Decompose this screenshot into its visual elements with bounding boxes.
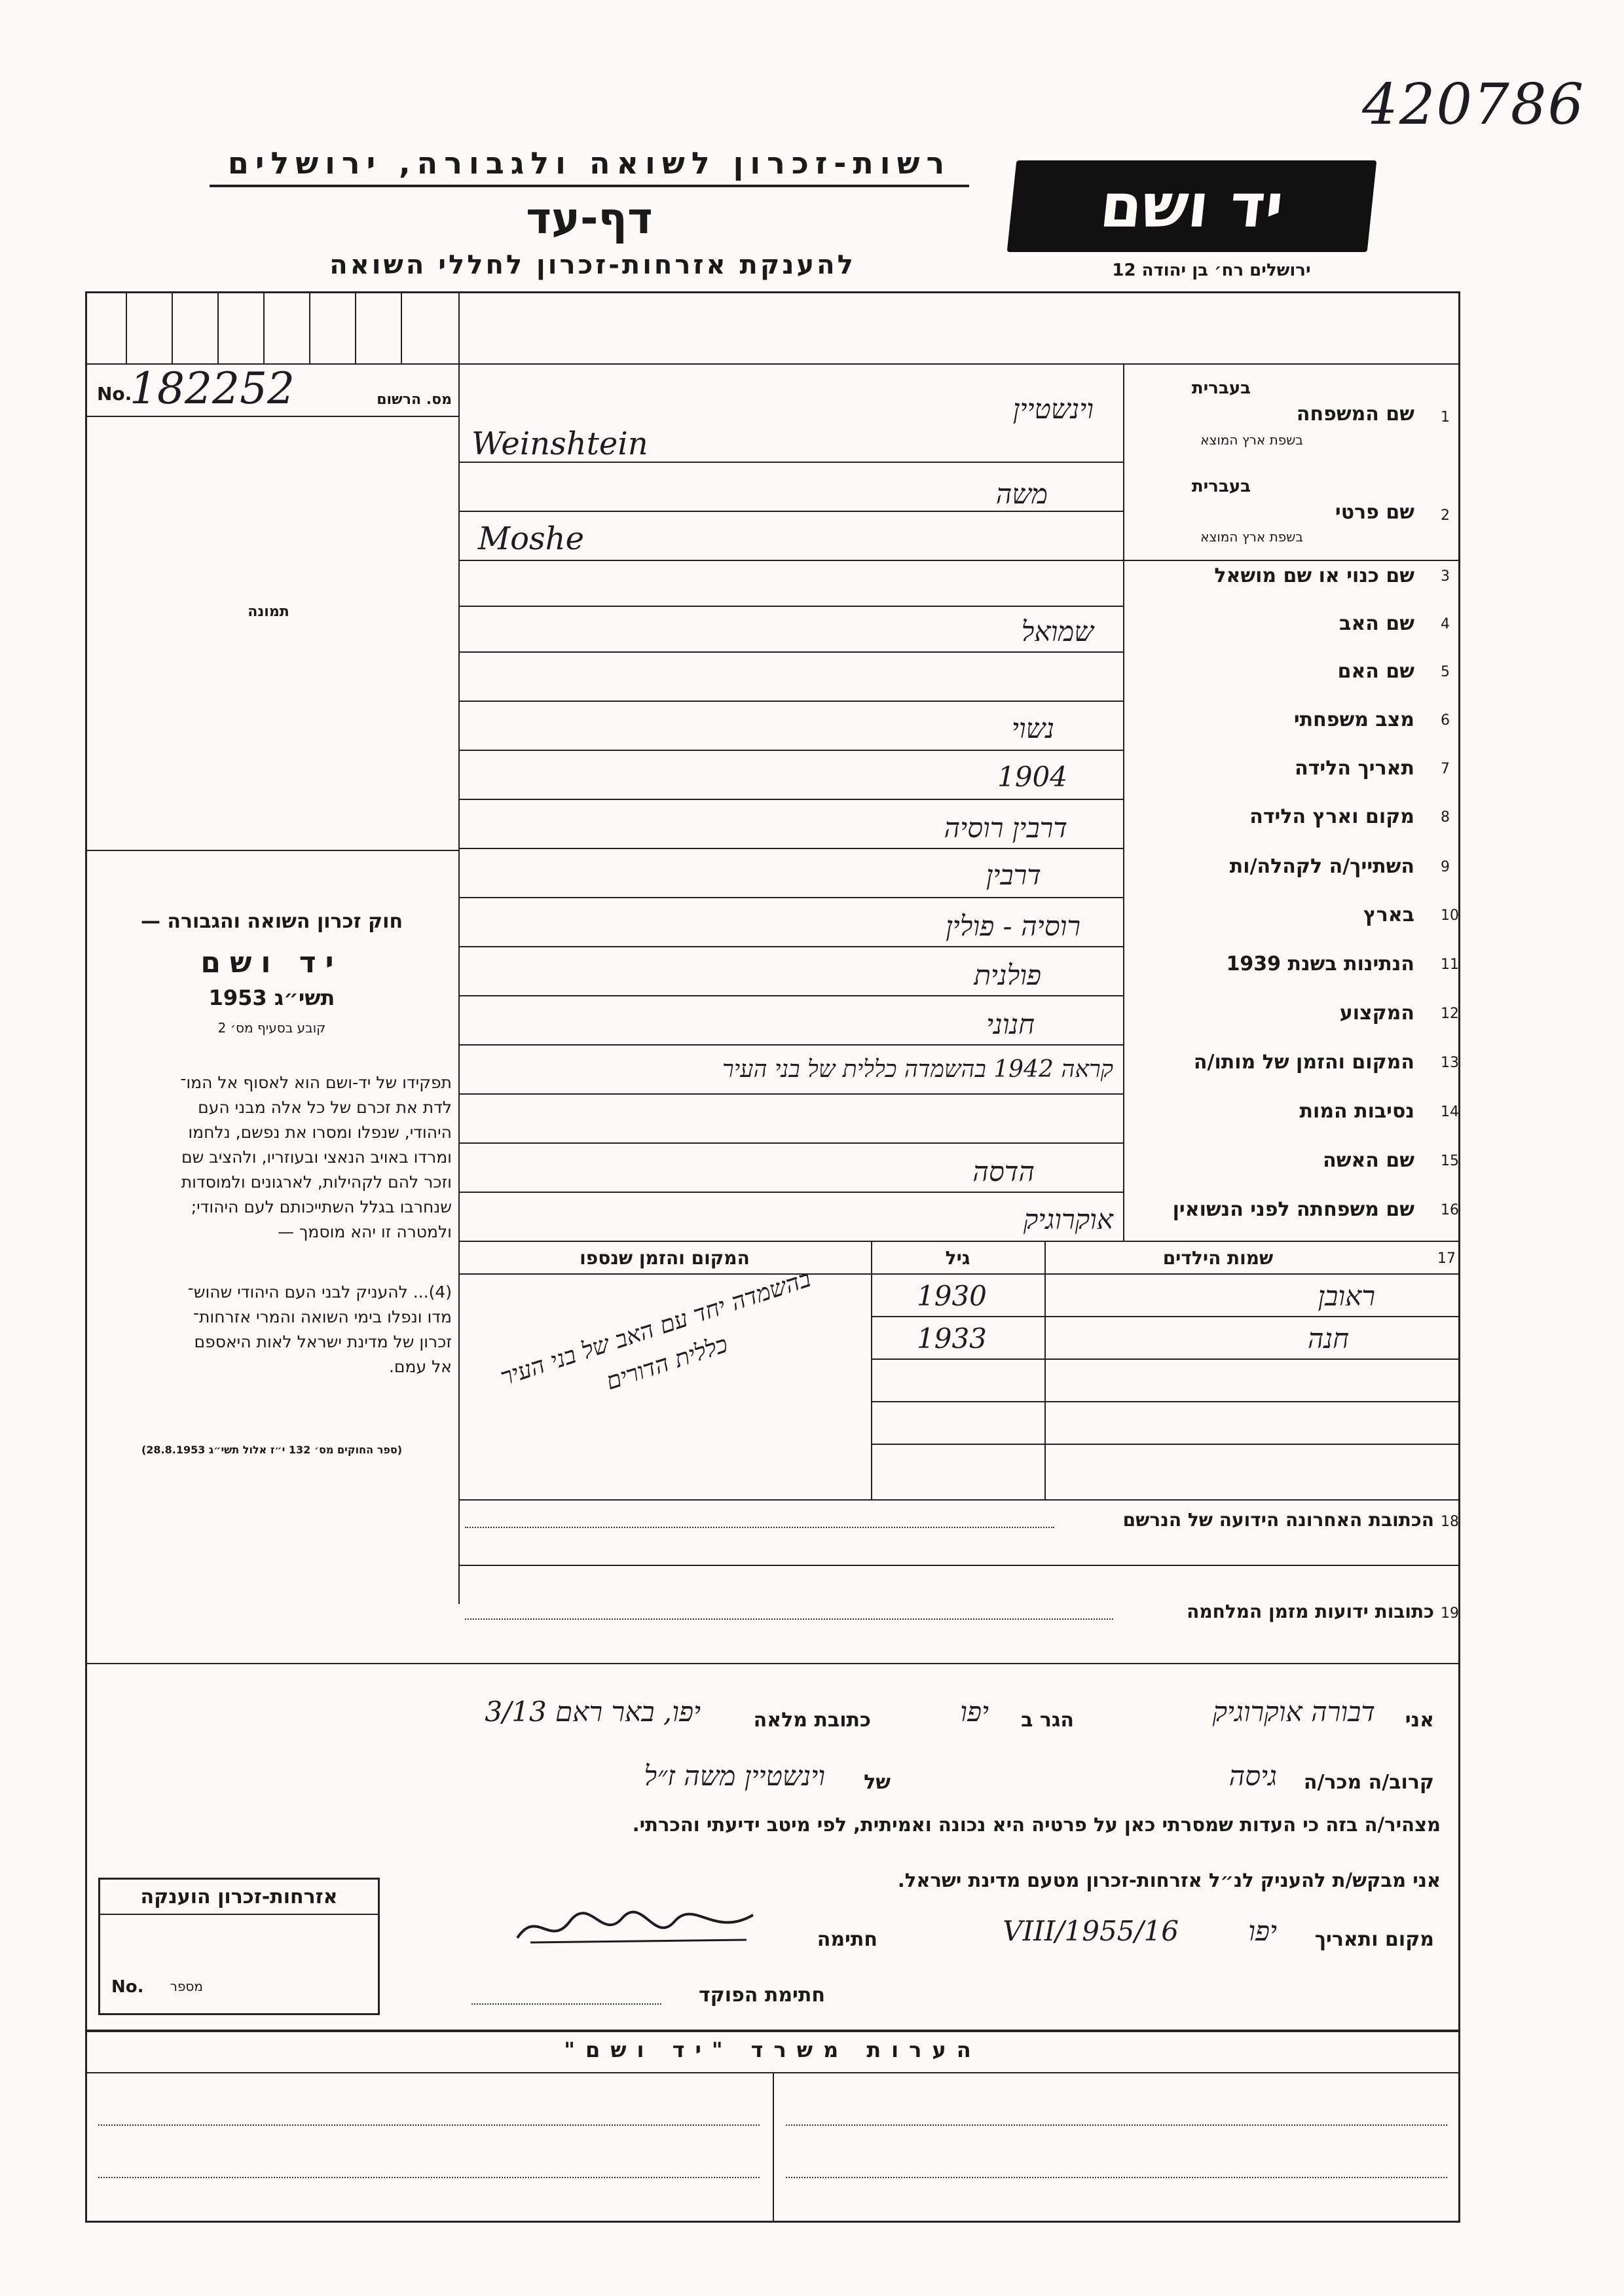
field-birthplace-value: דרבין רוסיה (944, 812, 1067, 844)
children-col-names: שמות הילדים (1162, 1247, 1274, 1269)
place-date-label: מקום ותאריך (1314, 1928, 1434, 1951)
field-profession-label: המקצוע (1339, 1002, 1414, 1025)
law-para1-line: וזכר להם לקהילות, לארגונים ולמוסדות (181, 1173, 452, 1192)
field-number: 4 (1441, 616, 1450, 632)
photo-label: תמונה (248, 604, 289, 620)
field-death-value: קראה 1942 בהשמדה כללית של בני העיר (722, 1056, 1113, 1083)
citizenship-granted-title: אזרחות-זכרון הוענקה (100, 1886, 378, 1915)
field-number: 11 (1441, 957, 1459, 973)
field-number: 5 (1441, 664, 1450, 680)
field-number: 3 (1441, 568, 1450, 585)
field-surname-sub-orig: בשפת ארץ המוצא (1200, 432, 1303, 448)
field-number: 7 (1441, 761, 1450, 777)
law-para2-line: זכרון של מדינת ישראל לאות היאספם (194, 1332, 452, 1351)
remarks-line[interactable] (98, 2124, 760, 2126)
law-para1-line: תפקידו של יד-ושם הוא לאסוף אל המו־ (180, 1073, 452, 1092)
law-para1-line: היהודי, שנפלו ומסרו את נפשם, נלחמו (188, 1123, 452, 1142)
children-col-age: גיל (945, 1247, 970, 1269)
remarks-line[interactable] (786, 2124, 1447, 2126)
header-address: ירושלים רח׳ בן יהודה 12 (1112, 261, 1311, 280)
child-name: ראובן (1318, 1280, 1375, 1312)
officer-signature-line[interactable] (471, 2003, 661, 2005)
field-number: 8 (1441, 809, 1450, 826)
declarant-address-label: כתובת מלאה (753, 1709, 871, 1732)
remarks-title: הערות משרד "יד ושם" (564, 2037, 982, 2062)
children-place-note: בהשמדה יחד עם האב של בני העיר כללית הדורים (497, 1265, 815, 1396)
field-wife-value: הדסה (972, 1156, 1035, 1188)
field-number: 18 (1441, 1514, 1459, 1530)
law-para1-line: ולמטרה זו יהא מוסמך — (278, 1222, 452, 1241)
top-grid-cells (86, 293, 458, 363)
law-para2-line: אל עמם. (388, 1357, 452, 1376)
field-birthdate-label: תאריך הלידה (1295, 757, 1414, 780)
declarant-statement: מצהיר/ה בזה כי העדות שמסרתי כאן על פרטיה היא נכונה ואמיתית, לפי מיטב ידיעתי והכרתי. (632, 1813, 1441, 1836)
law-name: יד ושם (200, 946, 343, 979)
law-section: קובע בסעיף מס׳ 2 (217, 1020, 326, 1036)
declaration-date: 16/VIII/1955 (1003, 1915, 1179, 1947)
declarant-prefix: אני (1405, 1709, 1434, 1732)
law-title: חוק זכרון השואה והגבורה — (140, 910, 403, 933)
field-profession-value: חנוני (986, 1008, 1035, 1040)
logo-text: יד ושם (1097, 171, 1287, 241)
child-age: 1933 (917, 1322, 987, 1355)
law-para2-line: (4)... להעניק לבני העם היהודי שהוש־ (187, 1283, 452, 1302)
declarant-name: דבורה אוקרוגיק (1212, 1696, 1375, 1728)
field-number: 6 (1441, 712, 1450, 729)
child-age: 1930 (917, 1280, 987, 1312)
declarant-relation: גיסה (1228, 1760, 1277, 1792)
officer-signature-label: חתימת הפוקד (699, 1984, 825, 2007)
registration-number: 182252 (130, 363, 295, 414)
field-birthplace-label: מקום וארץ הלידה (1249, 805, 1414, 828)
child-name: חנה (1307, 1322, 1349, 1355)
field-mother-label: שם האם (1337, 660, 1414, 683)
registration-label: מס. הרשום (377, 392, 452, 408)
declarant-request: אני מבקש/ת להעניק לנ״ל אזרחות-זכרון מטעם מדינת ישראל. (897, 1869, 1441, 1891)
header-subtitle: להענקת אזרחות-זכרון לחללי השואה (329, 250, 856, 280)
citizenship-no-label: No. (111, 1977, 144, 1997)
law-para1-line: לדת את זכרם של כל אלה מבני העם (198, 1098, 452, 1117)
law-para1-line: ומרדו באויב הנאצי ובעוזריו, ולהציב שם (181, 1148, 452, 1167)
field-community-label: השתייך/ה לקהלה/ות (1229, 855, 1414, 878)
declarant-signature (511, 1902, 760, 1954)
declarant-address: יפו, באר ראם 3/13 (485, 1696, 701, 1728)
field-death-label: המקום והזמן של מותו/ה (1193, 1051, 1414, 1074)
field-marital-value: נשוי (1011, 712, 1054, 744)
field-surname-he-value: וינשטיין (1012, 393, 1094, 425)
field-surname-label: שם המשפחה (1296, 403, 1414, 426)
field19-line[interactable] (465, 1618, 1113, 1620)
field-marital-label: מצב משפחתי (1293, 708, 1414, 731)
registration-no-label: No. (97, 383, 132, 405)
field-firstname-sub-he: בעברית (1191, 477, 1251, 496)
children-col-place: המקום והזמן שנספו (580, 1247, 750, 1269)
law-source: (ספר החוקים מס׳ 132 י״ז אלול תשי״ג 28.8.1953) (141, 1444, 403, 1456)
page-title: דף-עד (526, 193, 653, 244)
field-number: 9 (1441, 859, 1450, 875)
field-surname-sub-he: בעברית (1191, 378, 1251, 398)
remarks-line[interactable] (786, 2177, 1447, 2178)
field-number: 10 (1441, 907, 1459, 924)
field-birthdate-value: 1904 (997, 761, 1067, 793)
field-father-value: שמואל (1021, 615, 1094, 647)
yad-vashem-logo (1007, 160, 1377, 252)
field-firstname-sub-orig: בשפת ארץ המוצא (1200, 529, 1303, 545)
declarant-city: יפו (960, 1696, 989, 1728)
field19-label: כתובות ידועות מזמן המלחמה (1187, 1601, 1434, 1622)
field-citizenship-label: הנתינות בשנת 1939 (1226, 953, 1414, 975)
law-para2-line: מדו ונפלו בימי השואה והמרי אזרחות־ (193, 1307, 452, 1326)
field-community-value: דרבין (986, 859, 1041, 891)
law-para1-line: שנחרבו בגלל השתייכותם לעם היהודי; (191, 1197, 452, 1216)
field-number: 2 (1441, 507, 1450, 524)
field-number: 14 (1441, 1104, 1459, 1120)
field-number: 19 (1441, 1605, 1459, 1622)
field-number: 13 (1441, 1055, 1459, 1071)
field18-line[interactable] (465, 1527, 1054, 1528)
declaration-place: יפו (1248, 1915, 1277, 1947)
declarant-resides-label: הגר ב (1021, 1709, 1074, 1732)
field-number: 1 (1441, 409, 1450, 426)
field-maiden-label: שם משפחתה לפני הנשואין (1172, 1198, 1414, 1221)
field-surname-orig-value: Weinshtein (471, 426, 648, 462)
declarant-relation-label: קרוב/ה מכר/ה (1303, 1771, 1434, 1794)
field-firstname-label: שם פרטי (1335, 501, 1414, 524)
field-citizenship-value: פולנית (974, 959, 1041, 991)
header-authority: רשות-זכרון לשואה ולגבורה, ירושלים (210, 145, 969, 187)
field-label: שם כנוי או שם מושאל (1214, 564, 1414, 587)
field-wife-label: שם האשה (1323, 1149, 1414, 1172)
field-number: 12 (1441, 1006, 1459, 1022)
archive-number: 420786 (1362, 72, 1585, 137)
field-number: 16 (1441, 1202, 1459, 1218)
declarant-of-label: של (864, 1771, 891, 1794)
remarks-line[interactable] (98, 2177, 760, 2178)
field-number: 15 (1441, 1153, 1459, 1169)
signature-label: חתימה (817, 1928, 877, 1951)
declarant-of-name: וינשטיין משה ז״ל (644, 1760, 825, 1792)
field-number: 17 (1437, 1250, 1456, 1267)
field-firstname-orig-value: Moshe (478, 520, 584, 557)
field-country-label: בארץ (1363, 903, 1414, 926)
citizenship-number-label: מספר (170, 1978, 203, 1994)
field-circumstances-label: נסיבות המות (1299, 1100, 1414, 1123)
law-year: תשי״ג 1953 (208, 985, 335, 1010)
field-firstname-he-value: משה (995, 478, 1048, 510)
field-country-value: רוסיה - פולין (946, 910, 1080, 942)
field18-label: הכתובת האחרונה הידועה של הנרשם (1122, 1509, 1434, 1531)
field-maiden-value: אוקרוגיק (1023, 1203, 1113, 1235)
field-father-label: שם האב (1339, 612, 1414, 635)
